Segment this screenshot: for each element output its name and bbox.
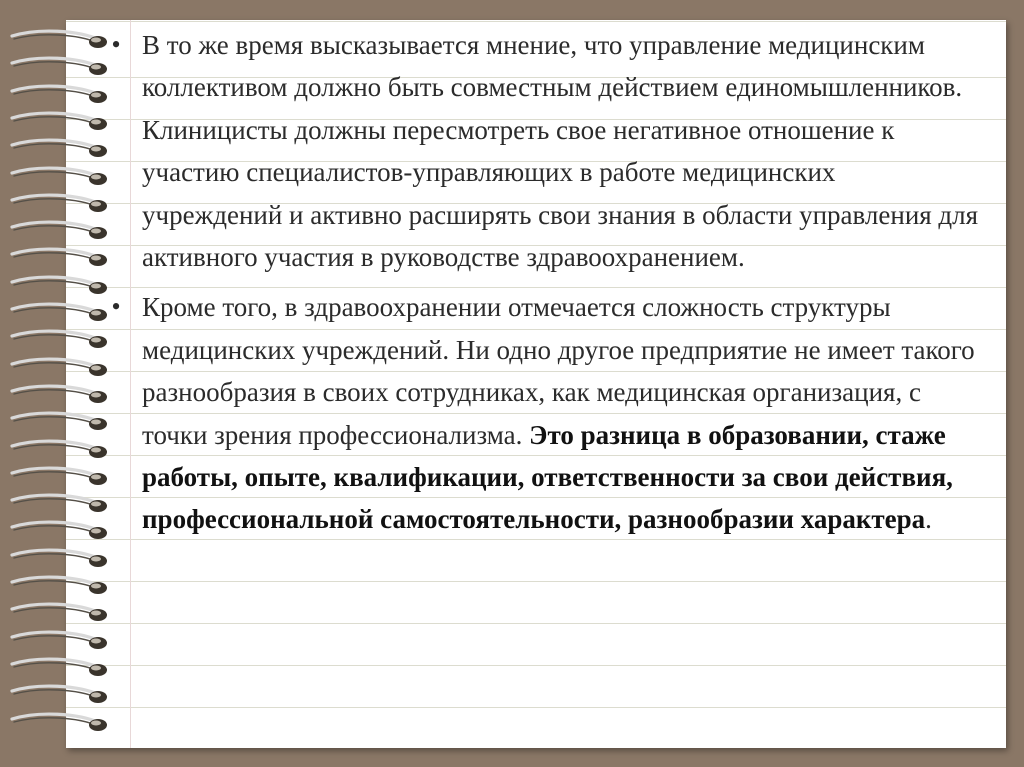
- spiral-binding-ring-icon: [8, 135, 112, 163]
- spiral-binding-ring-icon: [8, 299, 112, 327]
- bullet-icon: •: [111, 30, 121, 59]
- spiral-binding-ring-icon: [8, 272, 112, 300]
- spiral-binding: [0, 20, 110, 748]
- spiral-binding-ring-icon: [8, 627, 112, 655]
- spiral-binding-ring-icon: [8, 26, 112, 54]
- spiral-binding-ring-icon: [8, 545, 112, 573]
- spiral-binding-ring-icon: [8, 81, 112, 109]
- spiral-binding-ring-icon: [8, 463, 112, 491]
- spiral-binding-ring-icon: [8, 108, 112, 136]
- spiral-binding-ring-icon: [8, 244, 112, 272]
- spiral-binding-ring-icon: [8, 163, 112, 191]
- bullet-2-text: Кроме того, в здравоохранении отмечается сложность структуры медицинских учреждений. Ни одно другое предприятие не имеет такого разнообразия в своих сотрудниках, как медицинская организация, с точки зрения профессионализма.: [142, 292, 975, 450]
- spiral-binding-ring-icon: [8, 599, 112, 627]
- spiral-binding-ring-icon: [8, 217, 112, 245]
- spiral-binding-ring-icon: [8, 490, 112, 518]
- spiral-binding-ring-icon: [8, 436, 112, 464]
- bullet-icon: •: [111, 292, 121, 322]
- spiral-binding-ring-icon: [8, 517, 112, 545]
- spiral-binding-ring-icon: [8, 572, 112, 600]
- spiral-binding-ring-icon: [8, 408, 112, 436]
- spiral-binding-ring-icon: [8, 709, 112, 737]
- bullet-2-bold-text: Это разница в образовании, стаже работы, опыте, квалификации, ответственности за свои действия, профессиональной самостоятельности, разнообразии характера: [142, 419, 953, 535]
- bullet-item-1: [100, 24, 980, 278]
- spiral-binding-ring-icon: [8, 53, 112, 81]
- spiral-binding-ring-icon: [8, 354, 112, 382]
- bullet-2-tail: .: [925, 504, 932, 535]
- spiral-binding-ring-icon: [8, 681, 112, 709]
- spiral-binding-ring-icon: [8, 381, 112, 409]
- spiral-binding-ring-icon: [8, 326, 112, 354]
- spiral-binding-ring-icon: [8, 190, 112, 218]
- spiral-binding-ring-icon: [8, 654, 112, 682]
- bullet-1-text: В то же время высказывается мнение, что управление медицинским коллективом должно быть совместным действием единомышленников. Клиницисты должны пересмотреть свое негативное отношение к участию специалистов-управляющих в работе медицинских учреждений и активно расширять свои знания в области управления для активного участия в руководстве здравоохранением.: [142, 30, 979, 273]
- bullet-item-2: [100, 286, 980, 540]
- slide-content: [100, 24, 980, 549]
